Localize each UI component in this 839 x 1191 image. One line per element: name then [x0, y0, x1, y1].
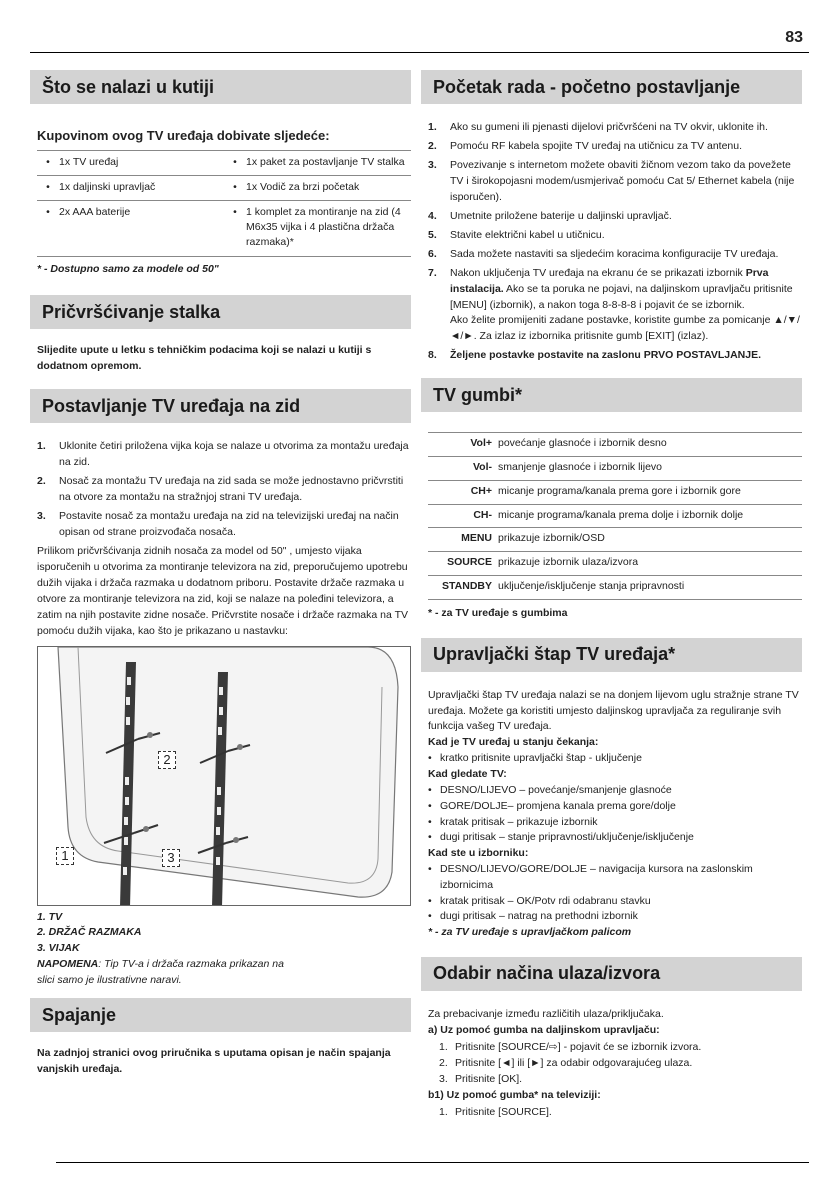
start-steps — [428, 120, 802, 364]
list-item: 1x daljinski upravljač — [59, 180, 156, 193]
table-row: CH+ micanje programa/kanala prema gore i izbornik gore — [428, 480, 802, 504]
left-column — [30, 70, 411, 1078]
section-heading-wall-mount: Postavljanje TV uređaja na zid — [30, 389, 411, 423]
buttons-note: * - za TV uređaje s gumbima — [428, 606, 568, 619]
list-item: • GORE/DOLJE– promjena kanala prema gore/dolje — [428, 799, 676, 812]
page-number: 83 — [785, 29, 803, 46]
joystick-menu-list — [428, 862, 802, 925]
right-column — [421, 70, 802, 1120]
list-item: 3. Pritisnite [OK]. — [439, 1073, 523, 1086]
list-item: • DESNO/LIJEVO/GORE/DOLJE – navigacija kursora na zaslonskim izbornicima — [428, 863, 753, 891]
connect-text: Na zadnjoj stranici ovog priručnika s uputama opisan je način spajanja vanjskih uređaja. — [37, 1047, 391, 1076]
joystick-standby-title: Kad je TV uređaj u stanju čekanja: — [428, 736, 599, 749]
input-intro: Za prebacivanje između različitih ulaza/priključaka. — [428, 1007, 664, 1020]
list-item: 4. Umetnite priložene baterije u daljinski upravljač. — [428, 209, 672, 222]
table-row: Vol- smanjenje glasnoće i izbornik lijevo — [428, 457, 802, 481]
list-item: • DESNO/LIJEVO – povećanje/smanjenje glasnoće — [428, 784, 672, 797]
list-item: 6. Sada možete nastaviti sa sljedećim koracima konfiguracije TV uređaja. — [428, 247, 779, 260]
section-heading-connecting: Spajanje — [30, 998, 411, 1032]
joystick-note: * - za TV uređaje s upravljačkom palicom — [428, 926, 632, 939]
table-row: • 2x AAA baterije • 1 komplet za montiranje na zid (4 M6x35 vijka i 4 plastična držača razmaka)* — [37, 200, 411, 256]
stand-text: Slijedite upute u letku s tehničkim podacima koji se nalazi u kutiji s dodatnom opremom. — [37, 344, 372, 373]
input-remote-steps — [439, 1039, 802, 1088]
tv-buttons-table — [428, 432, 802, 599]
list-item: 1. Pritisnite [SOURCE/⇨] - pojavit će se izbornik izvora. — [439, 1040, 702, 1053]
section-heading-stand: Pričvršćivanje stalka — [30, 295, 411, 329]
joystick-watching-list — [428, 783, 802, 846]
input-remote-title: a) Uz pomoć gumba na daljinskom upravljaču: — [428, 1023, 660, 1036]
table-row: • 1x TV uređaj • 1x paket za postavljanje TV stalka — [37, 150, 411, 175]
list-item: 5. Stavite električni kabel u utičnicu. — [428, 228, 605, 241]
section-heading-tv-buttons: TV gumbi* — [421, 378, 802, 412]
box-note: * - Dostupno samo za modele od 50" — [37, 262, 219, 275]
list-item: 1. Ako su gumeni ili pjenasti dijelovi pričvršćeni na TV okvir, uklonite ih. — [428, 121, 768, 133]
list-item: • kratak pritisak – OK/Potv rdi odabranu stavku — [428, 894, 651, 907]
list-item: 1x paket za postavljanje TV stalka — [246, 155, 405, 168]
table-row: STANDBY uključenje/isključenje stanja pripravnosti — [428, 575, 802, 599]
box-contents-table — [37, 150, 411, 257]
joystick-intro: Upravljački štap TV uređaja nalazi se na donjem lijevom uglu stražnje strane TV uređaja. Možete ga koristiti umjesto daljinskog upravljača za reguliranje svih funkcija vašeg TV uređaja. — [428, 688, 799, 733]
input-tv-title: b1) Uz pomoć gumba* na televiziji: — [428, 1088, 601, 1101]
caption-tv: 1. TV — [37, 910, 63, 923]
section-heading-getting-started: Početak rada - početno postavljanje — [421, 70, 802, 104]
box-intro: Kupovinom ovog TV uređaja dobivate sljedeće: — [37, 128, 330, 143]
list-item: 7. Nakon uključenja TV uređaja na ekranu će se prikazati izbornik Prva instalacija. Ako se ta poruka ne pojavi, na daljinskom upravljaču pritisnite [MENU] (izbornik), a nakon toga 8-8-8-8 i pojavit će se izbornik. Ako želite promijeniti zadane postavke, koristite gumbe za pomicanje ▲/▼/◄/►. Za izlaz iz izbornika pritisnite gumb [EXIT] (izlaz). — [428, 266, 800, 343]
joystick-menu-title: Kad ste u izborniku: — [428, 847, 529, 860]
section-heading-input-source: Odabir načina ulaza/izvora — [421, 957, 802, 991]
list-item: 1. Uklonite četiri priložena vijka koja se nalaze u otvorima za montažu uređaja na zid. — [37, 440, 409, 469]
list-item: 2. Nosač za montažu TV uređaja na zid sada se može jednostavno pričvrstiti na otvore za montažu na stražnjoj strani TV uređaja. — [37, 475, 404, 504]
bottom-rule — [56, 1162, 809, 1163]
figure-label-3: 3 — [162, 849, 180, 867]
caption-screw: 3. VIJAK — [37, 942, 80, 955]
figure-label-2: 2 — [158, 751, 176, 769]
list-item: 2. Pritisnite [◄] ili [►] za odabir odgovarajućeg ulaza. — [439, 1057, 693, 1070]
table-row: Vol+ povećanje glasnoće i izbornik desno — [428, 433, 802, 457]
section-heading-joystick: Upravljački štap TV uređaja* — [421, 638, 802, 672]
list-item: 3. Povezivanje s internetom možete obaviti žičnom vezom tako da povežete TV i širokopojasni modem/usmjerivač pomoću Cat 5/ Ethernet kabela (nije isporučen). — [428, 158, 795, 203]
caption-spacer: 2. DRŽAČ RAZMAKA — [37, 926, 142, 939]
list-item: 2. Pomoću RF kabela spojite TV uređaj na utičnicu za TV antenu. — [428, 139, 743, 152]
list-item: 1 komplet za montiranje na zid (4 M6x35 vijka i 4 plastična držača razmaka)* — [246, 205, 401, 249]
list-item: 1x Vodič za brzi početak — [246, 180, 360, 193]
wall-steps — [37, 439, 411, 541]
list-item: 1x TV uređaj — [59, 155, 119, 168]
figure-captions — [37, 910, 411, 989]
table-row: CH- micanje programa/kanala prema dolje i izbornik dolje — [428, 504, 802, 528]
input-tv-steps — [439, 1104, 802, 1120]
list-item: 1. Pritisnite [SOURCE]. — [439, 1105, 552, 1118]
figure-label-1: 1 — [56, 847, 74, 865]
table-row: SOURCE prikazuje izbornik ulaza/izvora — [428, 552, 802, 576]
list-item: 2x AAA baterije — [59, 205, 131, 218]
list-item: • dugi pritisak – stanje pripravnosti/uključenje/isključenje — [428, 831, 694, 844]
top-rule — [30, 52, 809, 53]
note-text: : Tip TV-a i držača razmaka prikazan na slici samo je ilustrativne naravi. — [37, 957, 284, 986]
list-item: • dugi pritisak – natrag na prethodni izbornik — [428, 910, 638, 923]
list-item: • kratko pritisnite upravljački štap - uključenje — [428, 752, 642, 765]
note-label: NAPOMENA — [37, 957, 99, 970]
table-row: MENU prikazuje izbornik/OSD — [428, 528, 802, 552]
table-row: • 1x daljinski upravljač • 1x Vodič za brzi početak — [37, 175, 411, 200]
list-item: • kratak pritisak – prikazuje izbornik — [428, 815, 598, 828]
wall-paragraph: Prilikom pričvršćivanja zidnih nosača za model od 50" , umjesto vijaka isporučenih u otvorima za montiranje televizora na zid, preporučujemo upotrebu dužih vijaka i držača razmaka u dodatnom priboru. Postavite držače razmaka u otvore za montiranje televizora na zid, koji se nalaze na poleđini televizora, a zatim na njih postavite zidne nosače. Pričvrstite nosače i držače razmaka na TV pomoću dužih vijaka, kao što je prikazano u nastavku: — [37, 544, 408, 637]
section-heading-box-contents: Što se nalazi u kutiji — [30, 70, 411, 104]
list-item: 3. Postavite nosač za montažu uređaja na zid na televizijski uređaj na način opisan od strane proizvođača nosača. — [37, 510, 399, 539]
joystick-watching-title: Kad gledate TV: — [428, 768, 507, 781]
list-item: 8. Željene postavke postavite na zaslonu PRVO POSTAVLJANJE. — [428, 349, 762, 362]
joystick-standby-list — [428, 751, 802, 767]
wall-mount-illustration — [37, 646, 411, 906]
